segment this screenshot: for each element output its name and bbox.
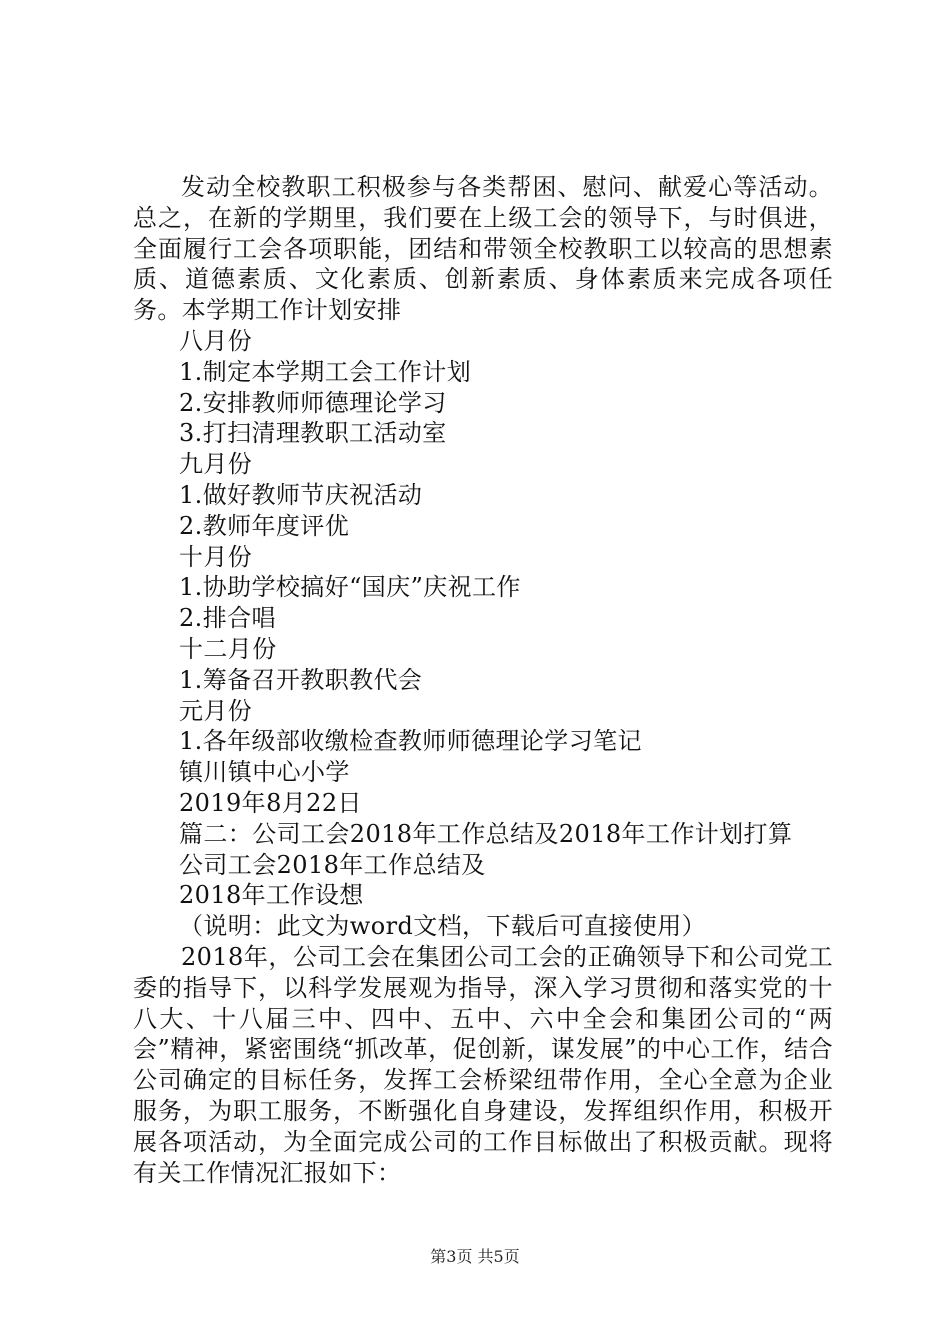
month-heading-december: 十二月份 bbox=[179, 634, 277, 663]
plan-item: 2.安排教师师德理论学习 bbox=[179, 388, 447, 417]
plan-item: 1.制定本学期工会工作计划 bbox=[179, 357, 472, 386]
plan-item: 1.筹备召开教职教代会 bbox=[179, 665, 423, 694]
plan-item: 1.做好教师节庆祝活动 bbox=[179, 480, 423, 509]
intro-paragraph: 发动全校教职工积极参与各类帮困、慰问、献爱心等活动。总之，在新的学期里，我们要在上级工会的领导下，与时俱进，全面履行工会各项职能，团结和带领全校教职工以较高的思想素质、道德素质、文化素质、创新素质、身体素质来完成各项任务。本学期工作计划安排 bbox=[133, 173, 833, 325]
month-heading-october: 十月份 bbox=[179, 542, 253, 571]
plan-item: 2.排合唱 bbox=[179, 604, 276, 633]
month-heading-august: 八月份 bbox=[179, 326, 253, 355]
plan-item: 1.各年级部收缴检查教师师德理论学习笔记 bbox=[179, 727, 642, 756]
document-body bbox=[133, 172, 833, 1188]
summary-paragraph: 2018年，公司工会在集团公司工会的正确领导下和公司党工委的指导下，以科学发展观为指导，深入学习贯彻和落实党的十八大、十八届三中、四中、五中、六中全会和集团公司的“两会”精神，紧密围绕“抓改革，促创新，谋发展”的中心工作，结合公司确定的目标任务，发挥工会桥梁纽带作用，全心全意为企业服务，为职工服务，不断强化自身建设，发挥组织作用，积极开展各项活动，为全面完成公司的工作目标做出了积极贡献。现将有关工作情况汇报如下： bbox=[133, 942, 833, 1187]
section-title: 篇二：公司工会2018年工作总结及2018年工作计划打算 bbox=[179, 819, 793, 848]
plan-item: 1.协助学校搞好“国庆”庆祝工作 bbox=[179, 573, 521, 602]
month-heading-september: 九月份 bbox=[179, 450, 253, 479]
section-subtitle: 公司工会2018年工作总结及 bbox=[179, 850, 486, 879]
month-heading-january: 元月份 bbox=[179, 696, 253, 725]
signature-school: 镇川镇中心小学 bbox=[179, 758, 350, 787]
page-footer: 第3页 共5页 bbox=[430, 1247, 520, 1266]
signature-date: 2019年8月22日 bbox=[179, 788, 362, 817]
plan-item: 3.打扫清理教职工活动室 bbox=[179, 419, 447, 448]
document-note: （说明：此文为word文档，下载后可直接使用） bbox=[179, 912, 707, 941]
plan-item: 2.教师年度评优 bbox=[179, 511, 350, 540]
section-subtitle: 2018年工作设想 bbox=[179, 881, 364, 910]
